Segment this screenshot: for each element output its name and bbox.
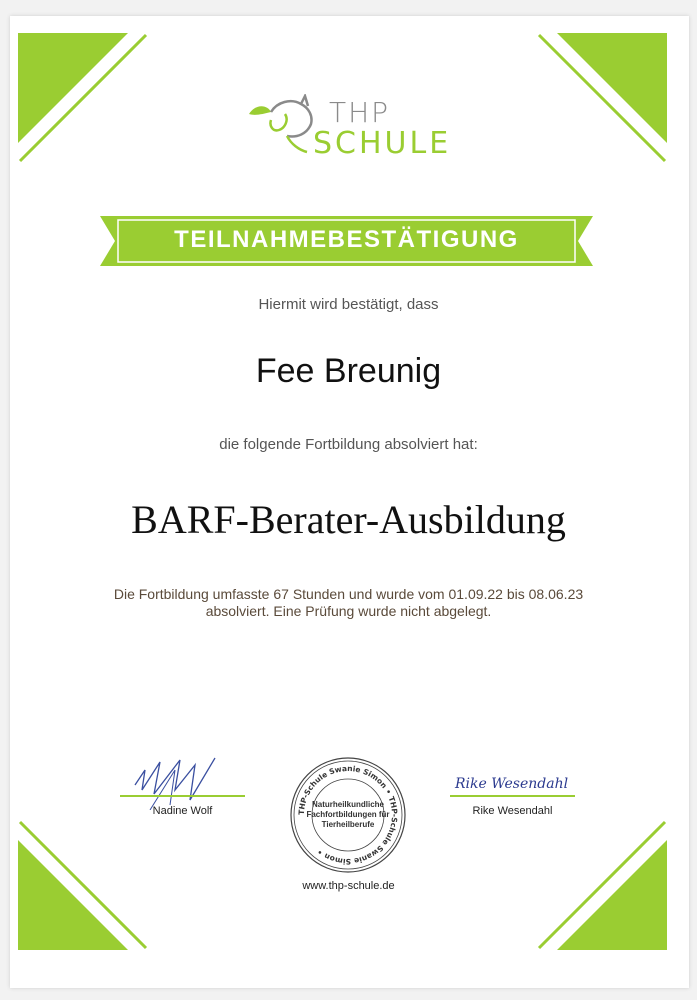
title-banner	[100, 206, 593, 272]
corner-decoration-top-right	[537, 33, 667, 163]
description-line-1: Die Fortbildung umfasste 67 Stunden und wurde vom 01.09.22 bis 08.06.23	[113, 586, 584, 602]
logo-text-schule: SCHULE	[313, 126, 452, 161]
course-name: BARF-Berater-Ausbildung	[131, 497, 566, 542]
thp-schule-logo	[245, 90, 455, 165]
website-url: www.thp-schule.de	[302, 880, 395, 892]
signature-line-right	[450, 795, 575, 797]
signature-block-left	[120, 750, 250, 830]
signature-block-right	[450, 770, 580, 830]
corner-decoration-top-left	[18, 33, 148, 163]
logo-text-thp: THP	[329, 96, 391, 129]
intro-text: Hiermit wird bestätigt, dass	[258, 296, 439, 313]
handwritten-signature-right: Rike Wesendahl	[455, 776, 569, 792]
course-intro-text: die folgende Fortbildung absolviert hat:	[219, 436, 478, 453]
signer-name-right: Rike Wesendahl	[472, 805, 553, 817]
certificate-title: TEILNAHMEBESTÄTIGUNG	[174, 226, 519, 253]
handwritten-signature-left	[120, 750, 250, 810]
participant-name: Fee Breunig	[255, 352, 442, 390]
signer-name-left: Nadine Wolf	[152, 805, 213, 817]
stamp-ring-text: THP-Schule Swanie Simon • THP-Schule Swanie Simon •	[296, 763, 400, 867]
signature-line-left	[120, 795, 245, 797]
school-stamp	[288, 755, 408, 875]
stamp-center-text: Naturheilkundliche Fachfortbildungen für Tierheilberufe	[306, 800, 390, 829]
description-line-2: absolviert. Eine Prüfung wurde nicht abgelegt.	[205, 603, 492, 619]
